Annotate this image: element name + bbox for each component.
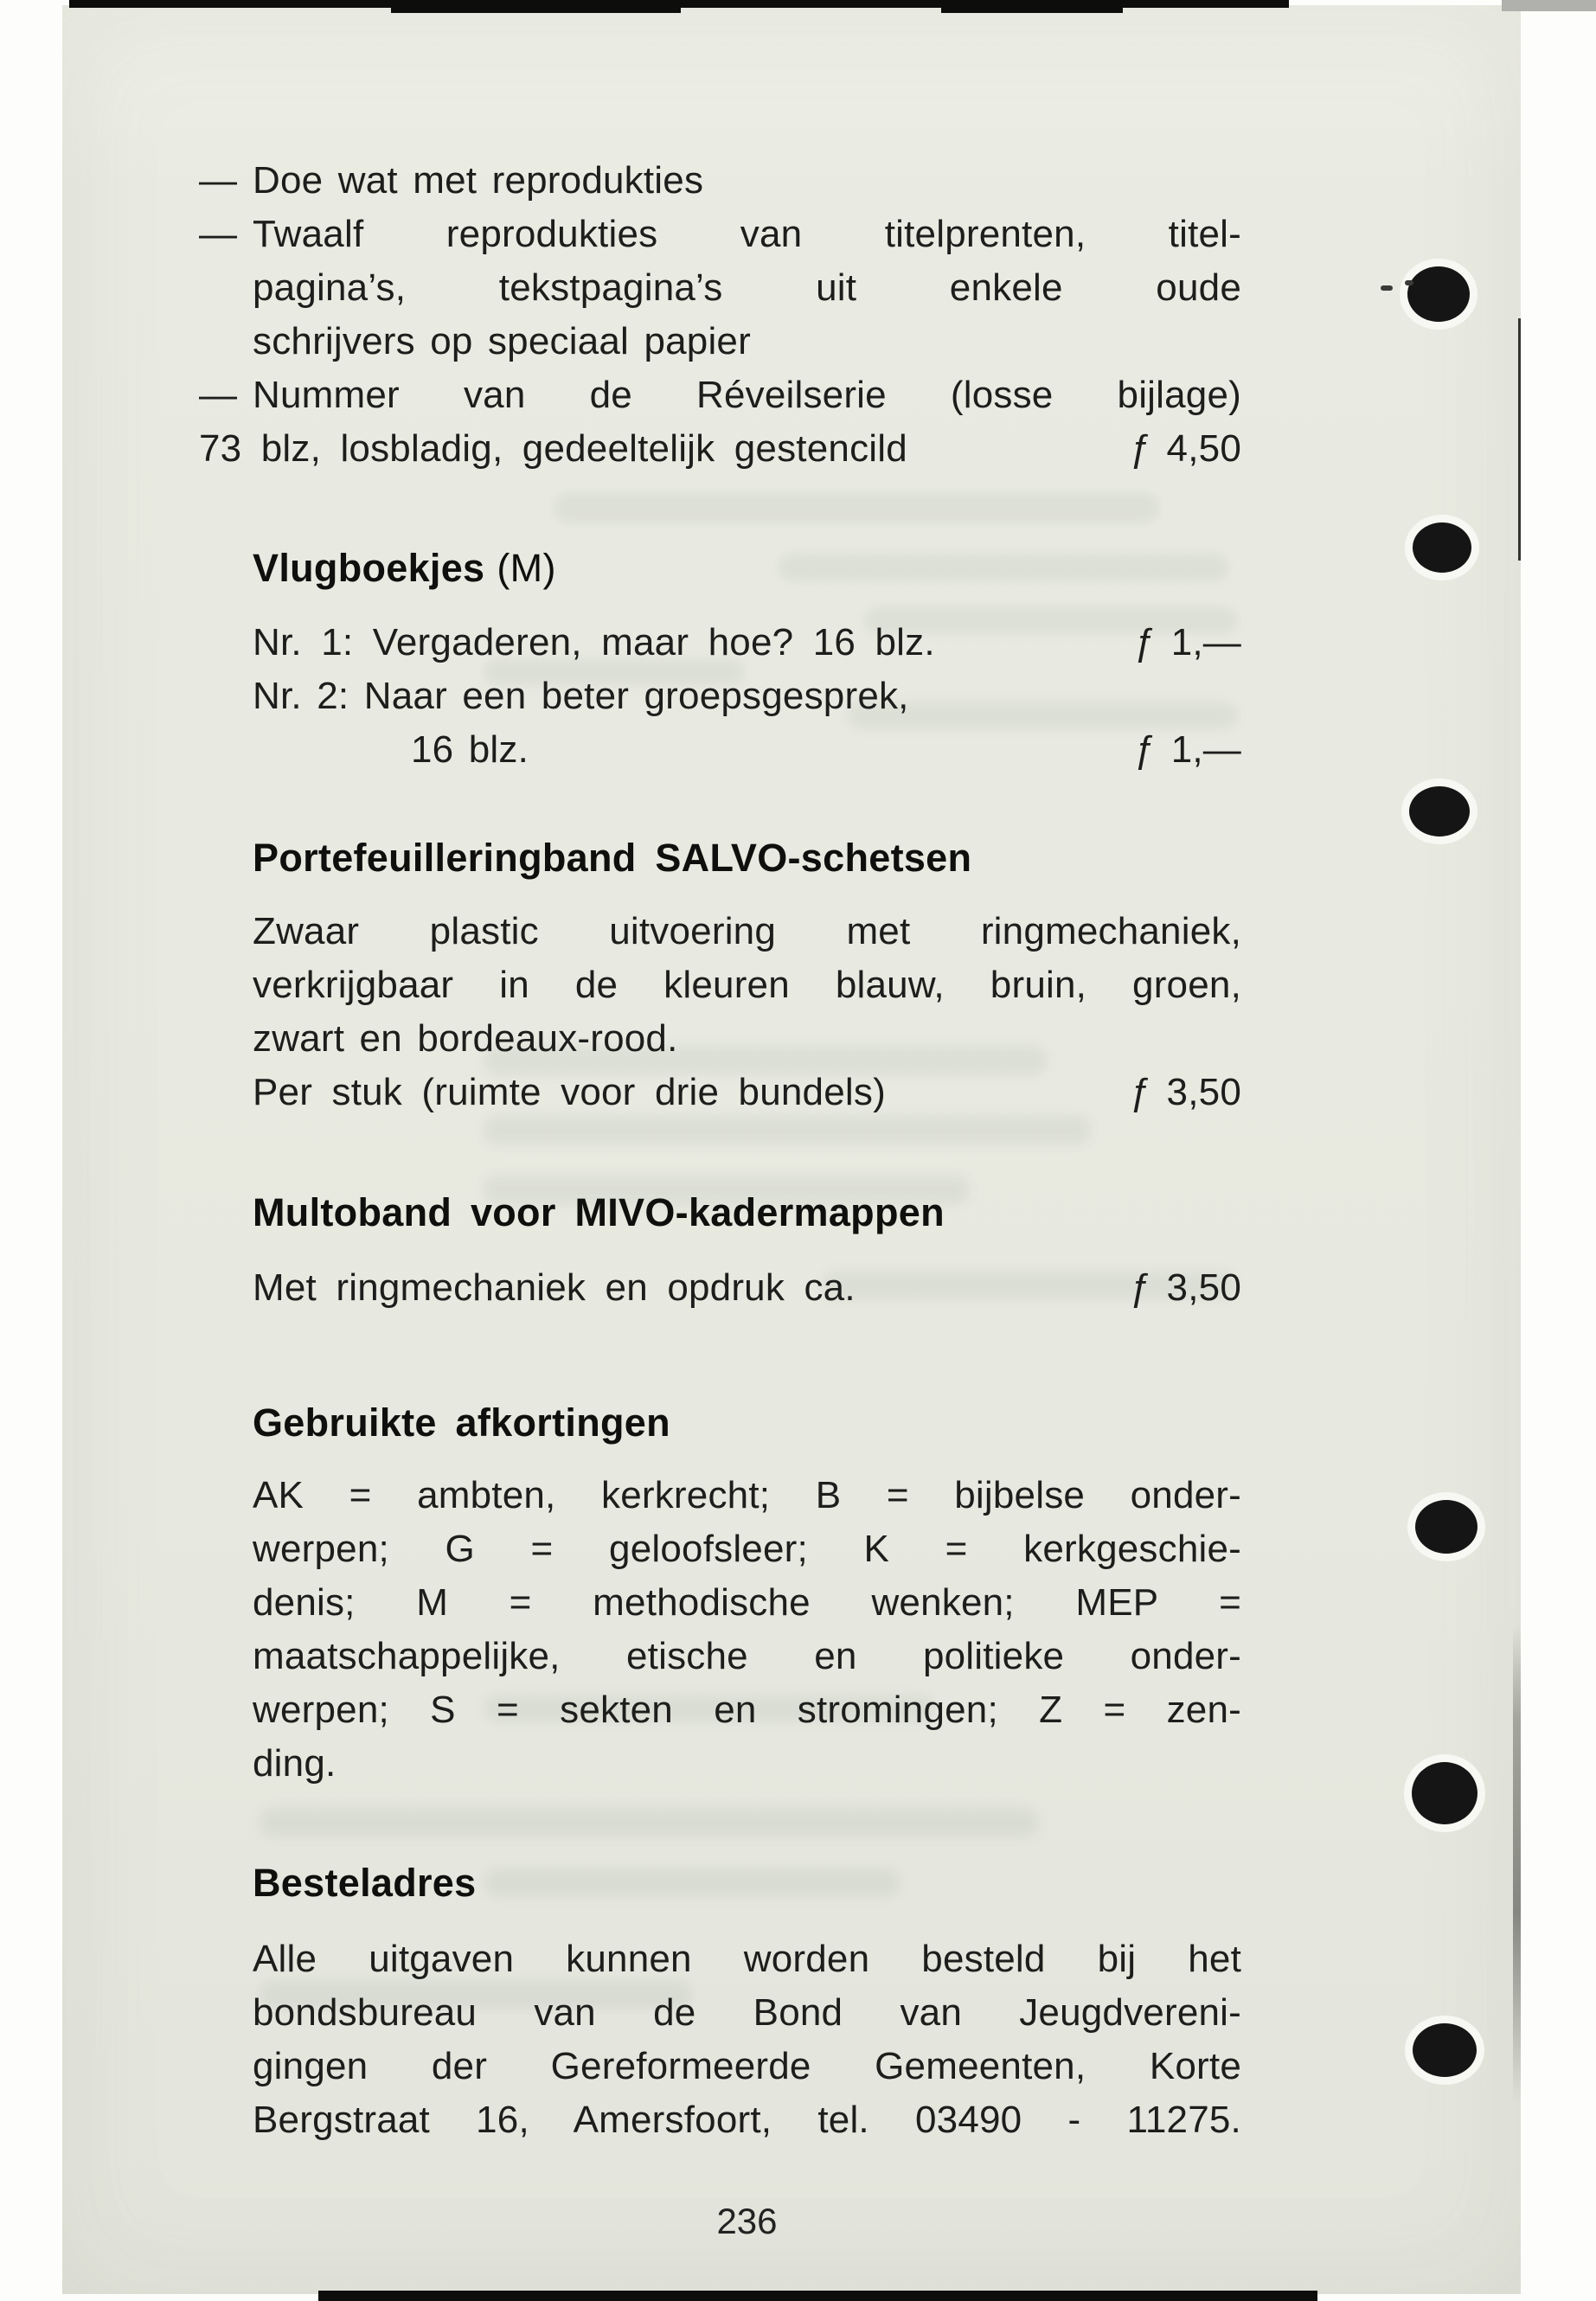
page-number: 236 [716,2201,778,2241]
list-item [199,154,1241,208]
section-heading-multoband: Multoband voor MIVO-kadermappen [253,1190,945,1234]
list-item [199,208,1241,261]
multoband-line [253,1261,1241,1315]
binding-hole-dot [1409,786,1470,836]
bleed-through-smudge [260,1808,1038,1837]
afkortingen-paragraph [253,1469,1241,1791]
section-heading-afkortingen: Gebruikte afkortingen [253,1400,670,1445]
paragraph-line: ding. [253,1742,337,1785]
vlugboekjes-list [253,616,1241,777]
price-value: ƒ 1,— [1134,621,1241,663]
entry-text: Nr. 2: Naar een beter groepsgesprek, [253,675,909,717]
detail-price-line [253,1066,1241,1119]
detail-price-line [199,422,1241,476]
scan-speck [1381,285,1393,291]
entry-text: Nr. 1: Vergaderen, maar hoe? 16 blz. [253,621,935,663]
bottom-edge-bar [318,2291,1317,2301]
binding-hole-dot [1415,1500,1477,1554]
section-heading-portefeuilleringband: Portefeuilleringband SALVO-schetsen [253,836,972,880]
paragraph-line: gingen der Gereformeerde Gemeenten, Korte [253,2045,1241,2087]
portefeuilleringband-paragraph [253,905,1241,1119]
price-value: ƒ 3,50 [1130,1071,1241,1113]
section-heading-vlugboekjes [253,542,1241,595]
section-heading-besteladres: Besteladres [253,1861,477,1905]
top-edge-bar-thick-left [391,0,681,13]
list-item-text: Nummer van de Réveilserie (losse bijlage) [253,374,1241,416]
list-item-text: Doe wat met reprodukties [253,159,704,202]
list-item-text: Twaalf reprodukties van titelprenten, titel- [253,213,1241,255]
detail-text: Met ringmechaniek en opdruk ca. [253,1266,856,1309]
scan-speck [1405,280,1413,285]
entry-text: 16 blz. [411,728,529,771]
em-dash-bullet: — [199,374,238,416]
em-dash-bullet: — [199,213,238,255]
list-item-continuation: pagina’s, tekstpagina’s uit enkele oude [253,266,1241,309]
paragraph-line: Alle uitgaven kunnen worden besteld bij het [253,1938,1241,1980]
paragraph-line: werpen; G = geloofsleer; K = kerkgeschie- [253,1528,1241,1570]
besteladres-paragraph [253,1932,1241,2147]
paragraph-line: Zwaar plastic uitvoering met ringmechaniek, [253,910,1241,952]
paragraph-line: verkrijgbaar in de kleuren blauw, bruin, groen, [253,964,1241,1006]
heading-text: Vlugboekjes [253,546,485,590]
binding-hole-dot [1407,266,1470,322]
paragraph-line: AK = ambten, kerkrecht; B = bijbelse onder- [253,1474,1241,1516]
right-page-edge-line [1518,318,1521,561]
paragraph-line: maatschappelijke, etische en politieke onder- [253,1635,1241,1677]
price-value: ƒ 1,— [1134,728,1241,771]
paragraph-line: werpen; S = sekten en stromingen; Z = zen- [253,1689,1241,1731]
detail-text: Per stuk (ruimte voor drie bundels) [253,1071,886,1113]
paragraph-line: denis; M = methodische wenken; MEP = [253,1581,1241,1624]
list-item-continuation: schrijvers op speciaal papier [253,320,751,362]
reproduction-list [199,154,1241,476]
heading-suffix: (M) [497,546,556,590]
price-value: ƒ 3,50 [1130,1266,1241,1309]
binding-hole-dot [1413,522,1471,573]
catalog-entry-continuation [253,723,1241,777]
right-page-edge-shadow [1513,1625,1521,2104]
binding-hole-dot [1413,2023,1477,2077]
paragraph-line: bondsbureau van de Bond van Jeugdvereni- [253,1991,1241,2034]
paragraph-line: zwart en bordeaux-rood. [253,1017,678,1060]
detail-text: 73 blz, losbladig, gedeeltelijk gestencild [199,427,907,470]
top-edge-bar-thick-right [941,0,1123,13]
bleed-through-smudge [554,493,1159,522]
detail-price-line [253,1261,1241,1315]
price-value: ƒ 4,50 [1130,427,1241,470]
paragraph-line: Bergstraat 16, Amersfoort, tel. 03490 - 11275. [253,2099,1241,2141]
catalog-entry [253,670,1241,723]
binding-hole-dot [1412,1762,1477,1824]
catalog-entry [253,616,1241,670]
bleed-through-smudge [484,1116,1090,1144]
em-dash-bullet: — [199,159,238,202]
list-item [199,369,1241,422]
top-right-scan-block [1502,0,1596,11]
